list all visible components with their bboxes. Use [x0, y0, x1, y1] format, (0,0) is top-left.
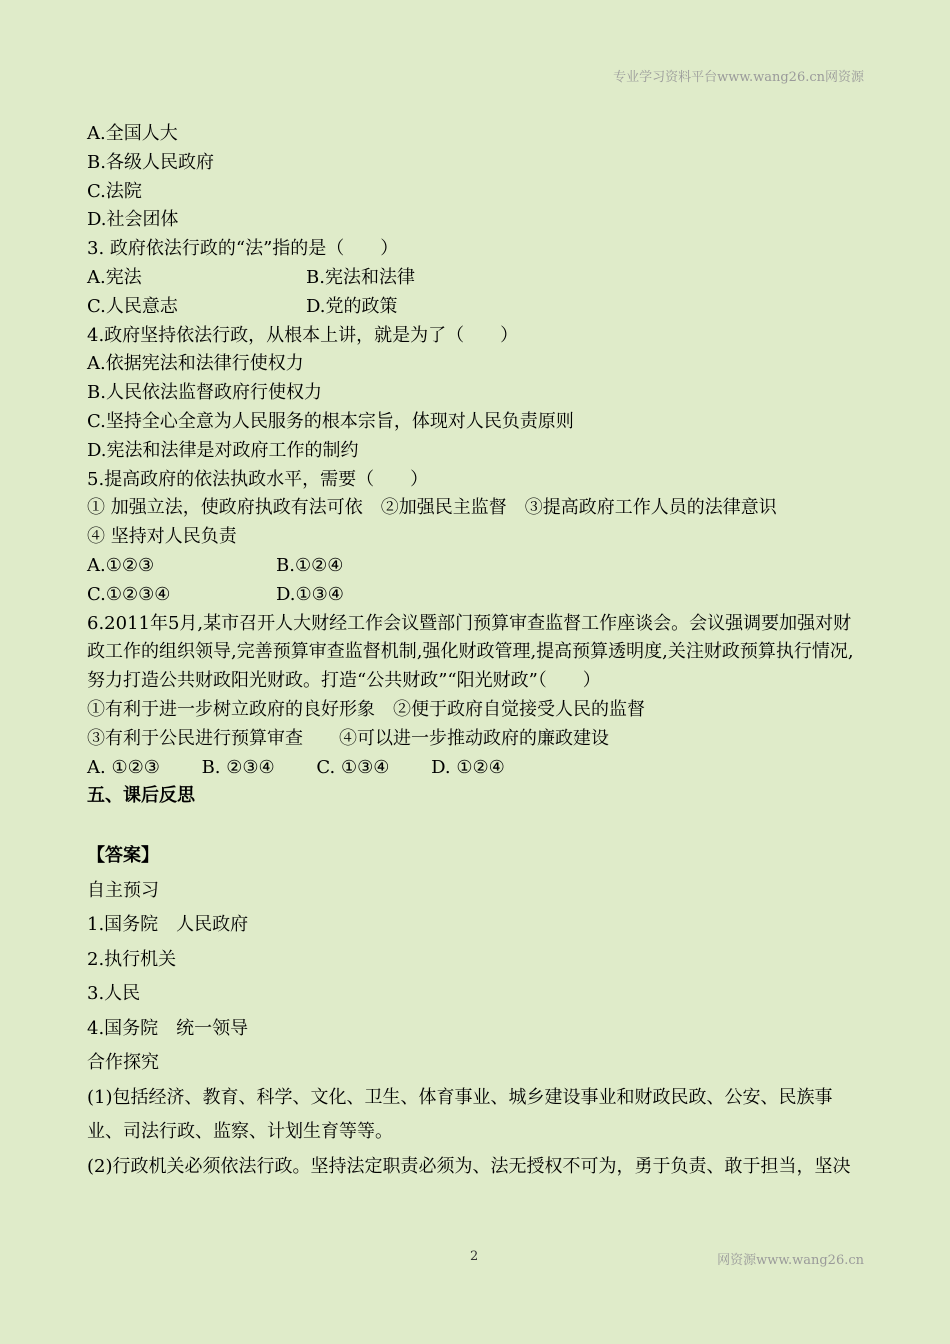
preview-answer-2: 2.执行机关	[87, 948, 177, 970]
q3-stem: 3. 政府依法行政的“法”指的是（ ）	[87, 238, 399, 260]
answer-title: 【答案】	[87, 845, 159, 867]
q5-options-row1	[87, 552, 867, 581]
q2-option-b: B.各级人民政府	[87, 151, 214, 173]
q3-options-row1	[87, 264, 867, 293]
q4-option-b: B.人民依法监督政府行使权力	[87, 382, 322, 404]
q5-items-line2: ④ 坚持对人民负责	[87, 526, 237, 548]
preview-answer-1: 1.国务院 人民政府	[87, 914, 249, 936]
q5-option-a: A.①②③	[87, 554, 155, 576]
q6-stem: 6.2011年5月,某市召开人大财经工作会议暨部门预算审查监督工作座谈会。会议强调要加强对财政工作的组织领导,完善预算审查监督机制,强化财政管理,提高预算透明度,关注财政预算执行情况,努力打造公共财政阳光财政。打造“公共财政”“阳光财政”（ ）	[87, 612, 854, 692]
q5-stem: 5.提高政府的依法执政水平，需要（ ）	[87, 468, 429, 490]
q3-option-d: D.党的政策	[306, 295, 398, 317]
answer-section	[87, 839, 867, 1184]
q2-option-d: D.社会团体	[87, 209, 179, 231]
document-body	[87, 120, 867, 1184]
q5-options-row2	[87, 581, 867, 610]
q6-options: A. ①②③ B. ②③④ C. ①③④ D. ①②④	[87, 756, 505, 778]
q2-option-c: C.法院	[87, 180, 142, 202]
q5-option-c: C.①②③④	[87, 583, 171, 605]
q3-option-c: C.人民意志	[87, 295, 178, 317]
q5-option-d: D.①③④	[276, 583, 344, 605]
q3-options-row2	[87, 293, 867, 322]
coop-answer-1: (1)包括经济、教育、科学、文化、卫生、体育事业、城乡建设事业和财政民政、公安、民族事业、司法行政、监察、计划生育等等。	[87, 1086, 833, 1143]
q6-items-line2: ③有利于公民进行预算审查 ④可以进一步推动政府的廉政建设	[87, 727, 609, 749]
footer-site-watermark: 网资源www.wang26.cn	[717, 1253, 864, 1268]
q6-items-line1: ①有利于进一步树立政府的良好形象 ②便于政府自觉接受人民的监督	[87, 698, 645, 720]
q5-option-b: B.①②④	[276, 554, 344, 576]
q3-option-a: A.宪法	[87, 266, 142, 288]
q4-option-c: C.坚持全心全意为人民服务的根本宗旨，体现对人民负责原则	[87, 410, 574, 432]
q2-option-a: A.全国人大	[87, 123, 178, 144]
q4-stem: 4.政府坚持依法行政，从根本上讲，就是为了（ ）	[87, 324, 519, 346]
header-site-watermark: 专业学习资料平台www.wang26.cn网资源	[613, 70, 864, 85]
q4-option-a: A.依据宪法和法律行使权力	[87, 353, 304, 375]
q3-option-b: B.宪法和法律	[306, 266, 415, 288]
q4-option-d: D.宪法和法律是对政府工作的制约	[87, 439, 359, 461]
section-five-heading: 五、课后反思	[87, 785, 195, 807]
page-number: 2	[470, 1249, 479, 1264]
q5-items-line1: ① 加强立法，使政府执政有法可依 ②加强民主监督 ③提高政府工作人员的法律意识	[87, 497, 777, 519]
preview-answer-3: 3.人民	[87, 983, 141, 1005]
preview-title: 自主预习	[87, 879, 159, 901]
preview-answer-4: 4.国务院 统一领导	[87, 1017, 249, 1039]
coop-title: 合作探究	[87, 1052, 159, 1074]
coop-answer-2: (2)行政机关必须依法行政。坚持法定职责必须为、法无授权不可为，勇于负责、敢于担当，坚决	[87, 1155, 851, 1177]
